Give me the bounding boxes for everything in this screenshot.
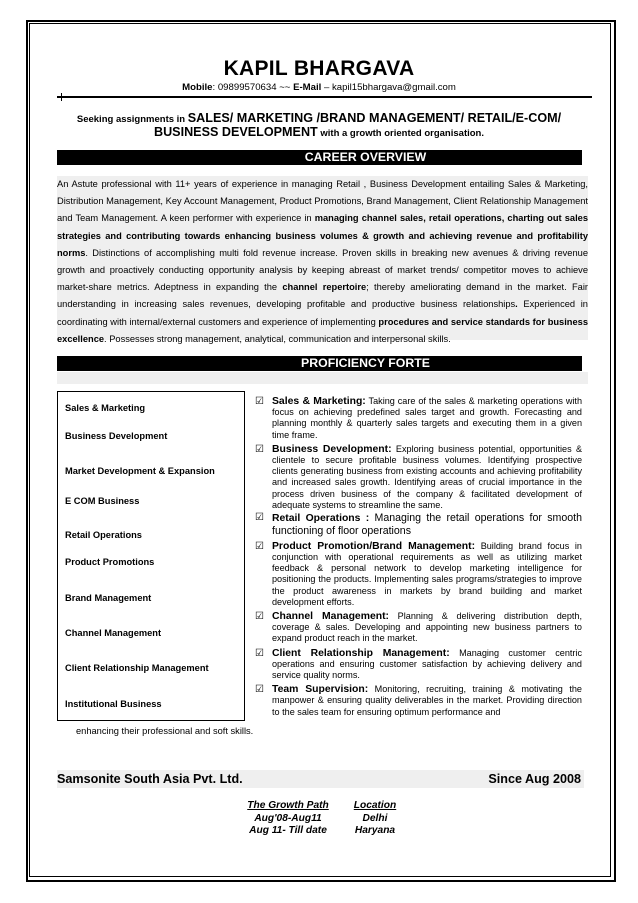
- overview-segment: . Distinctions of accomplishing multi fold revenue increase. Proven skills in breaking new avenues & driving revenue growth and proactively conducting opportunity analysis by keeping abreast of market trends/ competitor moves to achieve market-share metrics. Adeptness in expanding the: [57, 247, 588, 293]
- proficiency-item-text: Taking care of the sales & marketing operations with focus on achieving predefined sales target and growth. Forecasting and planning monthly & quarterly sales targets and executing them in a given time frame.: [272, 396, 583, 440]
- location-cell: Delhi: [362, 812, 388, 824]
- objective-prefix: Seeking assignments in: [76, 114, 188, 125]
- career-overview-heading: CAREER OVERVIEW: [57, 150, 582, 165]
- rule-tick: [61, 93, 62, 101]
- employer-bar: [57, 770, 584, 788]
- proficiency-tail: enhancing their professional and soft skills.: [76, 726, 254, 736]
- proficiency-item-text: Exploring business potential, opportunities & clientele to secure profitable business volumes. Identifying prospective clients generating business from existing accounts and achieving profitability and increased sales growth. Identifying areas of crucial importance in the process driven business of the company & facilitated development of adequate systems to streamline the same.: [272, 443, 583, 510]
- checkbox-icon: ☑: [255, 647, 264, 659]
- skill-item: Business Development: [65, 431, 168, 441]
- growth-path-table: [229, 800, 403, 838]
- rule-tick-bar: [58, 96, 65, 97]
- table-row: [229, 825, 403, 838]
- overview-segment: .: [515, 299, 518, 310]
- skill-item: Channel Management: [65, 628, 162, 638]
- proficiency-item-heading: Business Development:: [272, 443, 392, 455]
- objective-suffix: with a growth oriented organisation.: [317, 128, 484, 139]
- location-cell: Haryana: [354, 825, 396, 837]
- section-spacer: [57, 372, 588, 384]
- checkbox-icon: ☑: [255, 611, 264, 623]
- checkbox-icon: ☑: [255, 396, 264, 407]
- proficiency-item: [255, 512, 582, 538]
- proficiency-list: [255, 396, 582, 718]
- proficiency-item-heading: Team Supervision:: [272, 684, 369, 696]
- proficiency-item-heading: Client Relationship Management:: [272, 647, 450, 659]
- skill-item: E COM Business: [65, 496, 140, 506]
- checkbox-icon: ☑: [255, 512, 264, 524]
- email-label: E-Mail: [293, 82, 322, 93]
- objective-roles-2: BUSINESS DEVELOPMENT: [153, 125, 318, 139]
- objective: [60, 112, 578, 140]
- overview-segment: An Astute professional with 11+ years of experience in managing Retail , Business Development entailing Sales & Marketing, Distribution Management, Key Account Management, Product Promotions, Brand Management, Client Relationship Management and Team Management. A keen performer with experience in: [57, 179, 588, 224]
- candidate-name: KAPIL BHARGAVA: [223, 57, 415, 80]
- proficiency-item-heading: Retail Operations :: [272, 513, 370, 525]
- overview-segment: ; thereby ameliorating demand in the market. Fair understanding in increasing sales revenues, developing profitable and productive business relationships: [57, 282, 588, 310]
- skill-item: Institutional Business: [65, 699, 162, 709]
- proficiency-item-text: Planning & delivering distribution depth, coverage & sales. Developing and appointing new business partners to expand product reach in the market.: [272, 611, 582, 644]
- skill-item: Retail Operations: [65, 530, 142, 540]
- proficiency-item-heading: Sales & Marketing:: [272, 396, 366, 407]
- proficiency-item: [255, 444, 582, 511]
- proficiency-item: [255, 611, 582, 645]
- overview-segment: Experienced in coordinating with internal/external customers and experience of implementing: [57, 299, 588, 327]
- proficiency-item: [255, 648, 582, 682]
- contact-line: [0, 82, 638, 93]
- checkbox-icon: ☑: [255, 443, 264, 455]
- employer-name: Samsonite South Asia Pvt. Ltd.: [57, 772, 243, 786]
- period-cell: Aug'08-Aug11: [254, 812, 322, 824]
- proficiency-item-heading: Product Promotion/Brand Management:: [272, 540, 476, 552]
- table-row: [229, 813, 403, 826]
- proficiency-item-text: Managing the retail operations for smooth functioning of floor operations: [272, 512, 582, 538]
- proficiency-item: [255, 541, 582, 608]
- growth-path-header: The Growth Path: [247, 800, 329, 811]
- mobile-value: : 09899570634 ~~: [212, 82, 294, 93]
- proficiency-item-text: Managing customer centric operations and ensuring customer satisfaction by achieving delivery and service quality norms.: [272, 647, 583, 681]
- objective-roles: SALES/ MARKETING /BRAND MANAGEMENT/ RETAIL/E-COM/: [187, 111, 562, 125]
- skill-item: Client Relationship Management: [65, 663, 209, 673]
- checkbox-icon: ☑: [255, 540, 264, 552]
- checkbox-icon: ☑: [255, 684, 264, 696]
- overview-segment: procedures and service standards for business excellence: [57, 316, 588, 344]
- period-cell: Aug 11- Till date: [249, 825, 327, 837]
- overview-segment: . Possesses strong management, analytical, communication and interpersonal skills.: [104, 333, 451, 344]
- proficiency-item-heading: Channel Management:: [272, 611, 389, 623]
- proficiency-item: [255, 684, 582, 718]
- mobile-label: Mobile: [182, 82, 213, 93]
- location-header: Location: [353, 800, 397, 811]
- overview-segment: managing channel sales, retail operations, charting out sales strategies and contributing towards enhancing business volumes & growth and achieving revenue and profitability norms: [57, 213, 588, 258]
- skill-item: Brand Management: [65, 593, 152, 603]
- email-value: – kapil15bhargava@gmail.com: [321, 82, 456, 93]
- employer-since: Since Aug 2008: [488, 772, 581, 786]
- overview-segment: channel repertoire: [282, 282, 367, 293]
- header-rule: [57, 96, 592, 98]
- proficiency-heading: PROFICIENCY FORTE: [57, 356, 582, 371]
- proficiency-item: [255, 396, 582, 441]
- proficiency-item-text: Building brand focus in conjunction with operational requirements as well as utilizing market feedback & personal network to develop marketing intelligence for positioning the products. Implementing sales programs/strategies to improve the product awareness in markets by brand building and market development efforts.: [272, 540, 582, 607]
- proficiency-item-text: Monitoring, recruiting, training & motivating the manpower & ensuring quality deliverables in the market. Providing direction to the sales team for ensuring optimum performance and: [272, 684, 582, 717]
- skill-item: Market Development & Expansion: [65, 466, 215, 476]
- skill-item: Sales & Marketing: [65, 403, 146, 413]
- skill-item: Product Promotions: [65, 557, 155, 567]
- career-overview-text: [57, 176, 588, 344]
